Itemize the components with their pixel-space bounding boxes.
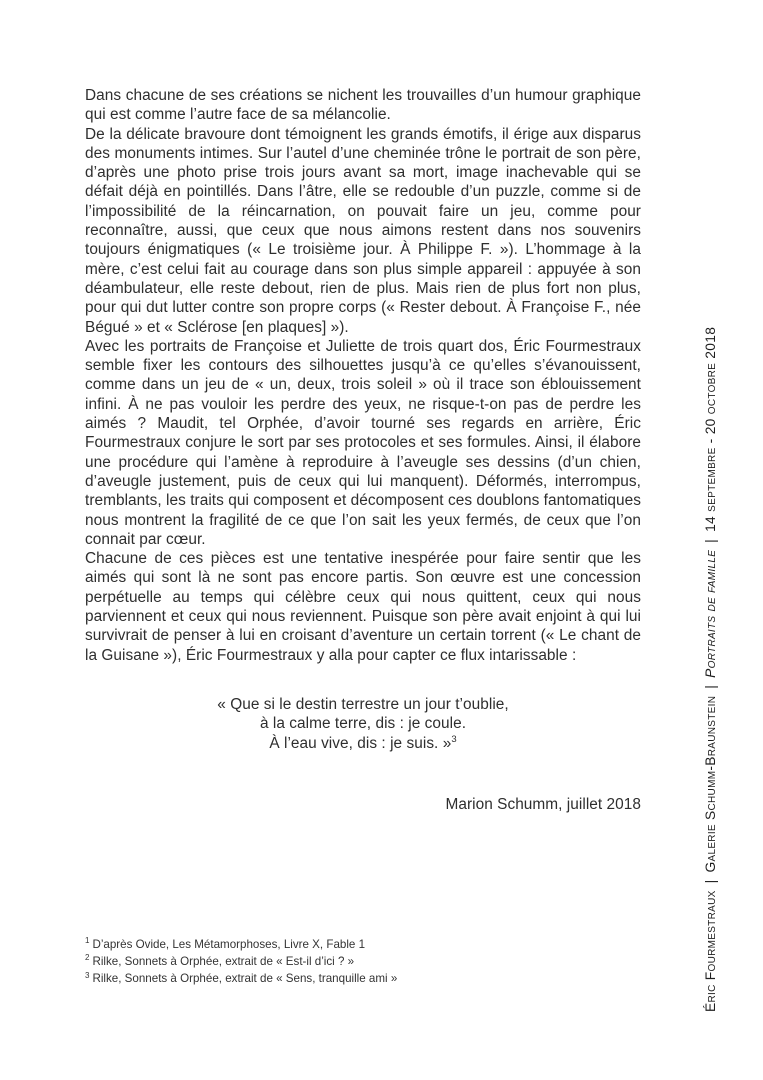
footnote-marker: 2 [85,953,90,963]
separator-bar: | [703,879,718,884]
signature: Marion Schumm, juillet 2018 [445,796,641,814]
body-paragraph: Dans chacune de ses créations se nichent les trouvailles d’un humour graphique qui est comme l’autre face de sa mélancolie. [85,87,641,124]
footnote [85,953,585,970]
separator-bar: | [703,684,718,689]
gallery-name: Galerie Schumm-Braunstein [703,695,718,873]
poem-quote [85,695,641,754]
footnote-ref-3: 3 [451,733,457,745]
exhibition-dates: 14 septembre - 20 octobre 2018 [703,326,718,532]
footnote-text: D’après Ovide, Les Métamorphoses, Livre X, Fable 1 [92,938,366,951]
footnote [85,936,585,953]
footnote-marker: 1 [85,936,90,946]
footnote-text: Rilke, Sonnets à Orphée, extrait de « Est-il d’ici ? » [92,955,355,969]
body-paragraph: Chacune de ces pièces est une tentative inespérée pour faire sentir que les aimés qui sont là ne sont pas encore partis. Son œuvre est une concession perpétuelle au temps qui célèbre ceux qui nous quittent, ceux qui nous parviennent et ceux qui nous reviennent. Puisque son père avait enjoint à qui lui survivrait de penser à lui en croisant d’aventure un certain torrent (« Le chant de la Guisane »), Éric Fourmestraux y alla pour capter ce flux intarissable : [85,550,641,664]
footnotes-block [85,936,585,988]
quote-line [85,734,641,754]
exhibition-title: Portraits de famille [703,549,718,678]
footnote-marker: 3 [85,970,90,980]
body-paragraph: Avec les portraits de Françoise et Juliette de trois quart dos, Éric Fourmestraux semble fixer les contours des silhouettes jusqu’à ce qu’elles s’évanouissent, comme dans un jeu de « un, deux, trois soleil » où il trace son éblouissement infini. À ne pas vouloir les perdre des yeux, ne risque-t-on pas de perdre les aimés ? Maudit, tel Orphée, d’avoir tourné ses regards en arrière, Éric Fourmestraux conjure le sort par ses protocoles et ses formules. Ainsi, il élabore une procédure qui l’amène à reproduire à l’aveugle ses dessins (d’un chien, d’aveugle justement, puis de ceux qui lui manquent). Déformés, interrompus, tremblants, les traits qui composent et décomposent ces doublons fantomatiques nous montrent la fragilité de ce que l’on sait les yeux fermés, de ceux que l’on connait par cœur. [85,337,641,548]
body-paragraph: De la délicate bravoure dont témoignent les grands émotifs, il érige aux disparus des monuments intimes. Sur l’autel d’une cheminée trône le portrait de son père, d’après une photo prise trois jours avant sa mort, image inachevable qui se défait déjà en pointillés. Dans l’âtre, elle se redouble d’un puzzle, comme si de l’impossibilité de la réincarnation, on pouvait faire un jeu, comme pour reconnaître, aussi, que ceux que nous aimons restent dans nos souvenirs toujours énigmatiques (« Le troisième jour. À Philippe F. »). L’hommage à la mère, c’est celui fait au courage dans son plus simple appareil : appuyée à son déambulateur, elle reste debout, rien de plus. Mais rien de plus fort non plus, pour qui dut lutter contre son propre corps (« Rester debout. À Françoise F., née Bégué » et « Sclérose [en plaques] »). [85,125,641,336]
quote-line: « Que si le destin terrestre un jour t’oublie, [217,695,509,713]
footnote [85,970,585,987]
footnote-text: Rilke, Sonnets à Orphée, extrait de « Sens, tranquille ami » [92,972,398,986]
separator-bar: | [703,538,718,543]
vertical-colophon [703,262,718,1012]
artist-name: Éric Fourmestraux [703,890,718,1012]
quote-line: à la calme terre, dis : je coule. [259,715,467,733]
essay-text [85,86,641,815]
quote-line-text: À l’eau vive, dis : je suis. » [269,734,452,752]
